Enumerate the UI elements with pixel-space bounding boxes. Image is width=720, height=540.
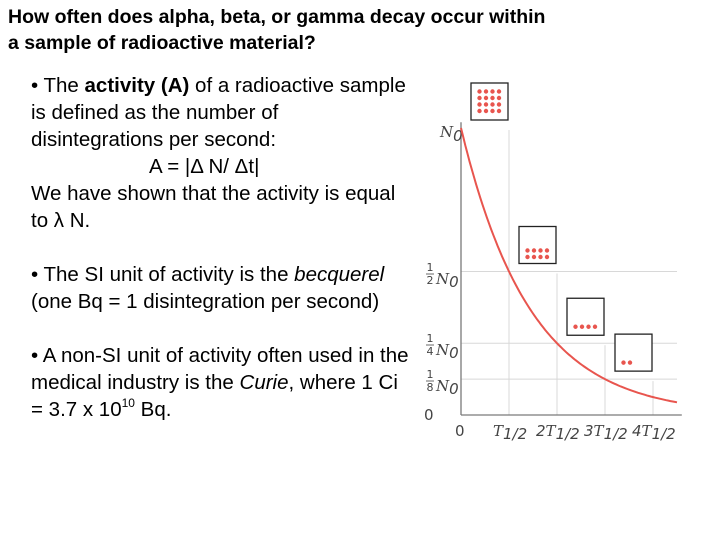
x-label-zero: 0 xyxy=(455,422,465,440)
svg-text:8: 8 xyxy=(426,381,434,394)
bullet-text: (one Bq = 1 disintegration per second) xyxy=(31,290,380,313)
y-label-n0: N0 xyxy=(440,123,463,145)
bullet-curie xyxy=(31,342,411,423)
nucleus-dot xyxy=(477,89,481,93)
sample-box xyxy=(519,227,556,264)
sample-box-frame xyxy=(471,83,508,120)
grid-lines xyxy=(461,130,677,415)
nucleus-dot xyxy=(484,109,488,113)
nucleus-dot xyxy=(593,325,597,329)
bullet-text: , where 1 Ci = 3.7 x 10 xyxy=(31,371,398,421)
nucleus-dot xyxy=(477,96,481,100)
nucleus-dot xyxy=(580,325,584,329)
svg-text:N0: N0 xyxy=(436,377,459,398)
bullet-activity xyxy=(31,72,411,234)
sample-boxes xyxy=(471,83,652,371)
svg-text:1: 1 xyxy=(426,332,434,345)
x-label-t4: 4T1/2 xyxy=(632,422,676,443)
nucleus-dot xyxy=(497,96,501,100)
slide-title xyxy=(8,4,708,56)
x-label-t1: T1/2 xyxy=(493,422,528,443)
nucleus-dot xyxy=(477,109,481,113)
nucleus-dot xyxy=(532,255,536,259)
svg-text:4: 4 xyxy=(426,345,434,358)
y-label-half xyxy=(426,261,459,291)
nucleus-dot xyxy=(477,102,481,106)
svg-text:N0: N0 xyxy=(436,270,459,291)
svg-text:N0: N0 xyxy=(436,341,459,362)
title-line-2: a sample of radioactive material? xyxy=(8,32,316,54)
y-label-quarter xyxy=(426,332,459,362)
bullet-text: • The xyxy=(31,74,85,97)
y-label-eighth xyxy=(426,368,459,398)
nucleus-dot xyxy=(497,89,501,93)
sample-box-frame xyxy=(567,298,604,335)
nucleus-dot xyxy=(545,248,549,252)
nucleus-dot xyxy=(490,96,494,100)
bullet-text: We have shown that the activity is equal to λ N. xyxy=(31,182,396,232)
x-tick-labels xyxy=(455,422,676,443)
nucleus-dot xyxy=(490,102,494,106)
bullet-text: • The SI unit of activity is the xyxy=(31,263,295,286)
nucleus-dot xyxy=(538,255,542,259)
exponent: 10 xyxy=(121,396,135,410)
bullet-text: of a radioactive sample is defined as the number of disintegrations per second: xyxy=(31,74,406,151)
nucleus-dot xyxy=(573,325,577,329)
svg-text:1: 1 xyxy=(426,368,434,381)
nucleus-dot xyxy=(484,102,488,106)
activity-formula: A = |Δ N/ Δt| xyxy=(149,155,260,178)
bullet-text: • A non-SI unit of activity often used in the medical industry is the xyxy=(31,344,409,394)
nucleus-dot xyxy=(538,248,542,252)
nucleus-dot xyxy=(586,325,590,329)
nucleus-dot xyxy=(497,102,501,106)
nucleus-dot xyxy=(525,248,529,252)
svg-text:1: 1 xyxy=(426,261,434,274)
svg-text:2: 2 xyxy=(426,274,434,287)
bullet-si-unit xyxy=(31,261,411,315)
becquerel-term: becquerel xyxy=(294,263,385,286)
sample-box xyxy=(615,334,652,371)
nucleus-dot xyxy=(490,89,494,93)
nucleus-dot xyxy=(497,109,501,113)
activity-term: activity (A) xyxy=(84,74,190,97)
nucleus-dot xyxy=(525,255,529,259)
title-line-1: How often does alpha, beta, or gamma decay occur within xyxy=(8,6,546,28)
nucleus-dot xyxy=(490,109,494,113)
x-label-t2: 2T1/2 xyxy=(536,422,580,443)
curie-term: Curie xyxy=(239,371,289,394)
decay-graph xyxy=(416,80,696,450)
sample-box-frame xyxy=(615,334,652,371)
nucleus-dot xyxy=(484,89,488,93)
sample-box xyxy=(471,83,508,120)
y-tick-labels xyxy=(424,123,463,424)
nucleus-dot xyxy=(484,96,488,100)
nucleus-dot xyxy=(621,360,625,364)
y-label-zero: 0 xyxy=(424,406,434,424)
sample-box xyxy=(567,298,604,335)
bullet-text: Bq. xyxy=(134,398,172,421)
bullet-list xyxy=(31,72,411,423)
nucleus-dot xyxy=(532,248,536,252)
x-label-t3: 3T1/2 xyxy=(584,422,628,443)
nucleus-dot xyxy=(545,255,549,259)
nucleus-dot xyxy=(628,360,632,364)
sample-box-frame xyxy=(519,227,556,264)
